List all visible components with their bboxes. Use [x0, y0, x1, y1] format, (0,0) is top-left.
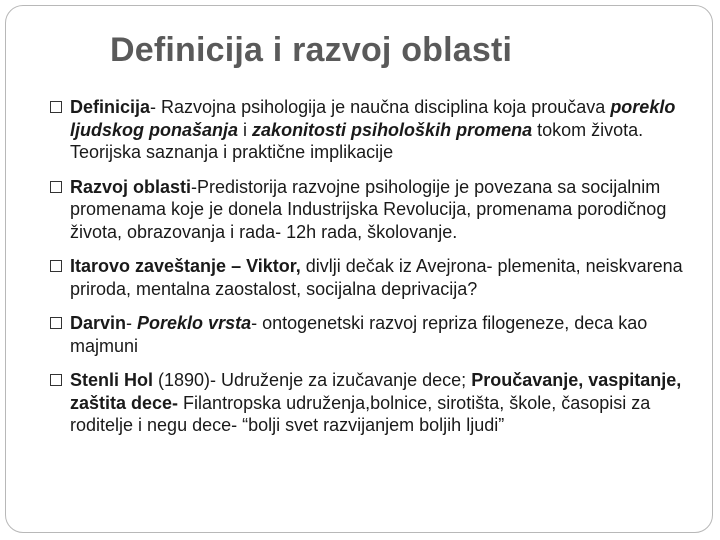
- bullet-text: -Predistorija razvojne psihologije je povezana sa socijalnim promenama koje je donela Industrijska Revolucija, promenama porodičnog života, obrazovanja i rada- 12h rada, školovanje.: [70, 176, 667, 242]
- square-bullet-icon: [50, 260, 62, 272]
- bullet-item-darvin: [50, 312, 698, 357]
- bullet-item-itarovo-zavestanje: [50, 255, 698, 300]
- square-bullet-icon: [50, 181, 62, 193]
- bullet-emphasis: poreklo ljudskog ponašanja: [70, 97, 676, 140]
- slide-title: Definicija i razvoj oblasti: [110, 31, 513, 69]
- bullet-term: Darvin: [70, 313, 127, 333]
- bullet-text: - ontogenetski razvoj repriza filogeneze, deca kao majmuni: [70, 313, 648, 356]
- bullet-item-razvoj-oblasti: [50, 176, 698, 244]
- bullet-emphasis: Proučavanje, vaspitanje, zaštita dece-: [70, 370, 682, 413]
- bullet-item-definicija: [50, 96, 698, 164]
- bullet-term: Razvoj oblasti: [70, 176, 192, 197]
- bullet-text: (1890)- Udruženje za izučavanje dece;: [153, 370, 472, 390]
- bullet-text: divlji dečak iz Avejrona- plemenita, neiskvarena priroda, mentalna zaostalost, socijalna deprivacija?: [70, 256, 683, 299]
- bullet-text: Filantropska udruženja,bolnice, sirotišta, škole, časopisi za roditelje i negu dece- “bolji svet razvijanjem boljih ljudi”: [70, 392, 651, 435]
- bullet-term: Itarovo zaveštanje – Viktor,: [70, 256, 301, 276]
- bullet-text: - Razvojna psihologija je naučna disciplina koja proučava: [150, 97, 611, 117]
- bullet-text: -: [126, 313, 138, 333]
- square-bullet-icon: [50, 374, 62, 386]
- bullet-list: [50, 96, 698, 437]
- bullet-term: Definicija: [70, 97, 151, 117]
- bullet-emphasis: zakonitosti psiholoških promena: [252, 119, 533, 140]
- bullet-term: Stenli Hol: [70, 370, 154, 390]
- bullet-text: i: [238, 119, 253, 140]
- bullet-emphasis: Poreklo vrsta: [137, 313, 252, 333]
- square-bullet-icon: [50, 101, 62, 113]
- square-bullet-icon: [50, 317, 62, 329]
- bullet-item-stenli-hol: [50, 369, 698, 437]
- bullet-text: tokom života. Teorijska saznanja i praktične implikacije: [70, 119, 644, 162]
